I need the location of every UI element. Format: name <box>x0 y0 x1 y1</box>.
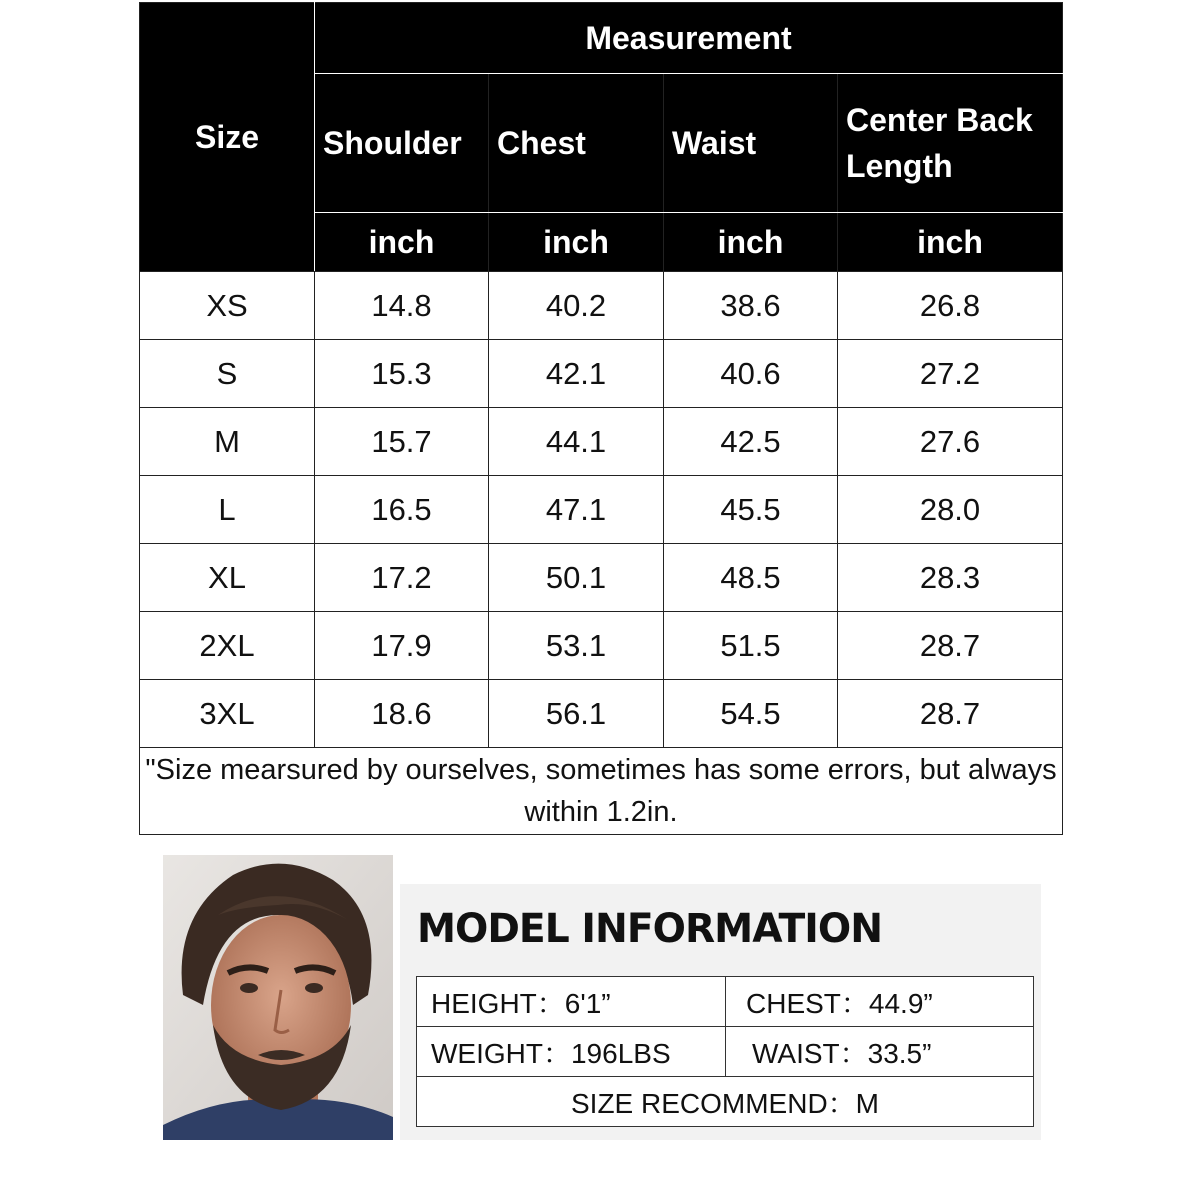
size-cell: 3XL <box>140 680 315 748</box>
shoulder-cell: 18.6 <box>315 680 489 748</box>
waist-cell: 38.6 <box>664 272 838 340</box>
size-cell: S <box>140 340 315 408</box>
unit-label: inch <box>664 213 838 272</box>
size-recommend: SIZE RECOMMEND：M <box>417 1077 1034 1127</box>
waist-cell: 51.5 <box>664 612 838 680</box>
shoulder-cell: 16.5 <box>315 476 489 544</box>
size-chart-table <box>139 2 1063 835</box>
size-header: Size <box>140 3 315 272</box>
chest-cell: 42.1 <box>489 340 664 408</box>
waist-cell: 40.6 <box>664 340 838 408</box>
unit-label: inch <box>315 213 489 272</box>
table-row <box>140 340 1063 408</box>
size-cell: M <box>140 408 315 476</box>
chest-cell: 44.1 <box>489 408 664 476</box>
length-cell: 28.7 <box>838 612 1063 680</box>
waist-header: Waist <box>664 74 838 213</box>
chest-header: Chest <box>489 74 664 213</box>
shoulder-cell: 17.9 <box>315 612 489 680</box>
model-information-panel <box>400 884 1041 1140</box>
model-information-title: MODEL INFORMATION <box>417 906 883 952</box>
length-cell: 27.2 <box>838 340 1063 408</box>
table-row <box>140 680 1063 748</box>
length-cell: 26.8 <box>838 272 1063 340</box>
model-chest: CHEST：44.9” <box>726 977 1034 1027</box>
table-row <box>140 408 1063 476</box>
table-row <box>140 544 1063 612</box>
waist-cell: 48.5 <box>664 544 838 612</box>
length-cell: 28.0 <box>838 476 1063 544</box>
size-cell: L <box>140 476 315 544</box>
chest-cell: 56.1 <box>489 680 664 748</box>
unit-label: inch <box>838 213 1063 272</box>
model-photo <box>163 855 393 1140</box>
model-portrait-image <box>163 855 393 1140</box>
shoulder-cell: 17.2 <box>315 544 489 612</box>
size-note: "Size mearsured by ourselves, sometimes has some errors, but always within 1.2in. <box>140 748 1063 835</box>
model-waist: WAIST：33.5” <box>726 1027 1034 1077</box>
waist-cell: 45.5 <box>664 476 838 544</box>
measurement-header: Measurement <box>315 3 1063 74</box>
length-cell: 28.3 <box>838 544 1063 612</box>
chest-cell: 47.1 <box>489 476 664 544</box>
shoulder-cell: 15.7 <box>315 408 489 476</box>
size-cell: XL <box>140 544 315 612</box>
table-row <box>140 612 1063 680</box>
model-height: HEIGHT：6'1” <box>417 977 726 1027</box>
length-cell: 27.6 <box>838 408 1063 476</box>
chest-cell: 40.2 <box>489 272 664 340</box>
size-cell: XS <box>140 272 315 340</box>
chest-cell: 50.1 <box>489 544 664 612</box>
shoulder-cell: 14.8 <box>315 272 489 340</box>
chest-cell: 53.1 <box>489 612 664 680</box>
center-back-length-header: Center Back Length <box>838 74 1063 213</box>
unit-label: inch <box>489 213 664 272</box>
model-weight: WEIGHT：196LBS <box>417 1027 726 1077</box>
shoulder-header: Shoulder <box>315 74 489 213</box>
length-cell: 28.7 <box>838 680 1063 748</box>
waist-cell: 42.5 <box>664 408 838 476</box>
table-row <box>140 476 1063 544</box>
table-row <box>140 272 1063 340</box>
size-cell: 2XL <box>140 612 315 680</box>
waist-cell: 54.5 <box>664 680 838 748</box>
shoulder-cell: 15.3 <box>315 340 489 408</box>
model-information-table <box>416 976 1034 1127</box>
